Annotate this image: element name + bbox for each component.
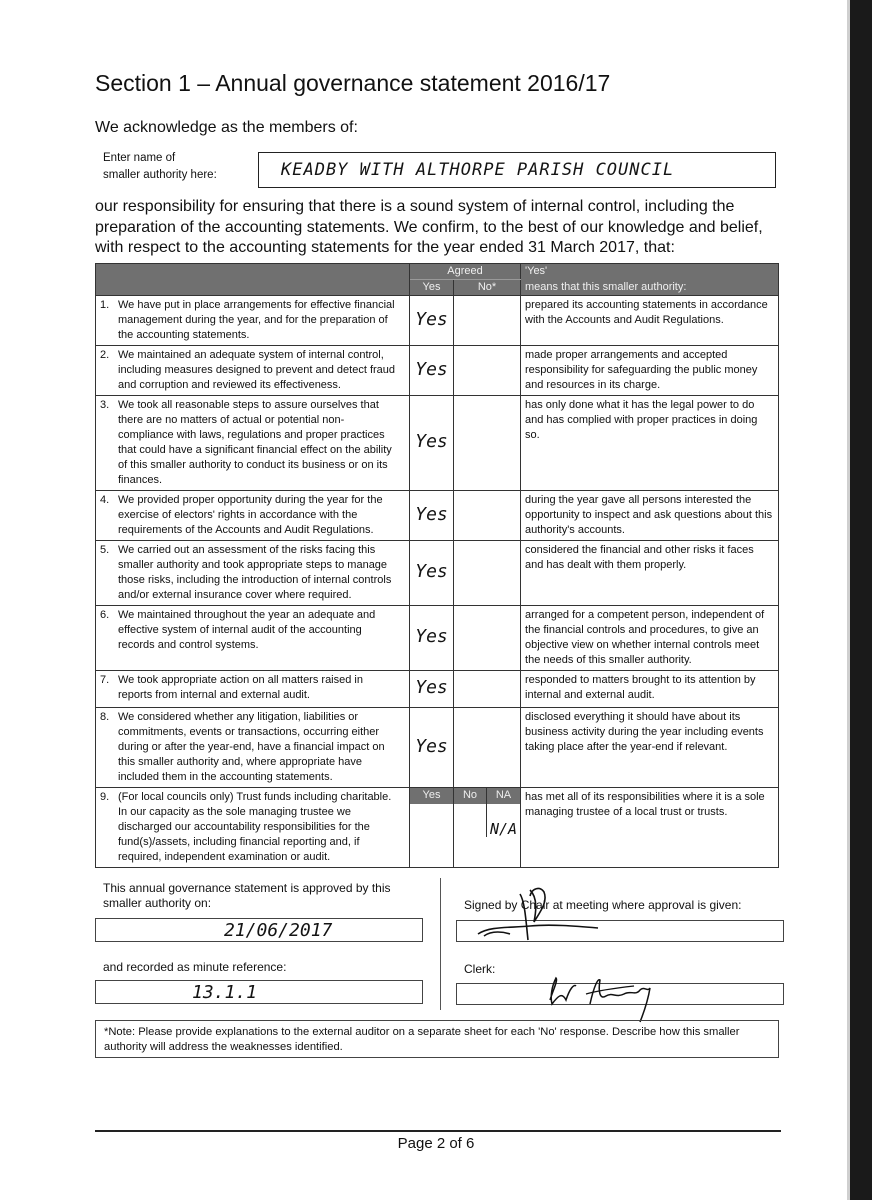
table-row bbox=[96, 396, 779, 491]
row-number: 2. bbox=[100, 349, 110, 361]
no-cell[interactable] bbox=[454, 296, 521, 346]
scan-edge bbox=[850, 0, 872, 1200]
statement-cell bbox=[96, 788, 410, 868]
row-number: 7. bbox=[100, 674, 110, 686]
means-header-line1: 'Yes' bbox=[521, 264, 779, 280]
subheader-blank bbox=[96, 280, 410, 296]
means-cell: has only done what it has the legal power to do and has complied with proper practices in doing so. bbox=[521, 396, 779, 491]
statement-cell bbox=[96, 396, 410, 491]
row-number: 5. bbox=[100, 544, 110, 556]
trust-no-na-wrap bbox=[454, 788, 520, 837]
statement-cell bbox=[96, 606, 410, 671]
answer-value: Yes bbox=[415, 503, 448, 525]
yes-header: Yes bbox=[410, 280, 454, 296]
approval-label: This annual governance statement is approved by this smaller authority on: bbox=[103, 881, 391, 910]
row-number: 1. bbox=[100, 299, 110, 311]
statement-cell bbox=[96, 296, 410, 346]
table-row bbox=[96, 296, 779, 346]
statement-text: We took all reasonable steps to assure ourselves that there are no matters of actual or potential non-compliance with laws, regulations and proper practices that could have a significant financial effect on the ability of this smaller authority to conduct its business or on its finances. bbox=[118, 399, 392, 486]
answer-value: Yes bbox=[415, 358, 448, 380]
table-row bbox=[96, 606, 779, 671]
table-row bbox=[96, 541, 779, 606]
table-row bbox=[96, 346, 779, 396]
trust-answer-value: N/A bbox=[489, 820, 518, 838]
trust-no-col[interactable] bbox=[454, 788, 487, 837]
means-cell: during the year gave all persons interested the opportunity to inspect and ask questions about this authority's accounts. bbox=[521, 491, 779, 541]
page-title: Section 1 – Annual governance statement 2016/17 bbox=[95, 70, 611, 96]
approval-date-field[interactable] bbox=[95, 918, 423, 942]
statement-text: (For local councils only) Trust funds including charitable. In our capacity as the sole managing trustee we discharged our accountability responsibilities for the fund(s)/assets, including financial reporting and, if required, independent examination or audit. bbox=[118, 791, 392, 863]
table-header-row bbox=[96, 264, 779, 280]
trust-no-header: No bbox=[454, 788, 486, 804]
table-row-trust-funds bbox=[96, 788, 779, 868]
minute-reference-value: 13.1.1 bbox=[192, 982, 258, 1003]
authority-name-value: KEADBY WITH ALTHORPE PARISH COUNCIL bbox=[281, 160, 675, 180]
answer-value: Yes bbox=[415, 561, 448, 582]
authority-label-line1: Enter name of bbox=[103, 152, 176, 164]
row-number: 6. bbox=[100, 609, 110, 621]
authority-name-label bbox=[103, 150, 243, 184]
statement-text: We maintained an adequate system of internal control, including measures designed to prevent and detect fraud and corruption and reviewed its effectiveness. bbox=[118, 349, 396, 391]
statement-text: We provided proper opportunity during the year for the exercise of electors' rights in accordance with the requirements of the Accounts and Audit Regulations. bbox=[118, 494, 383, 536]
table-row bbox=[96, 708, 779, 788]
minute-reference-field[interactable] bbox=[95, 980, 423, 1004]
intro-paragraph: our responsibility for ensuring that there is a sound system of internal control, including the preparation of the accounting statements. We confirm, to the best of our knowledge and belief, with respect to the accounting statements for the year ended 31 March 2017, that: bbox=[95, 198, 763, 256]
no-cell[interactable] bbox=[454, 671, 521, 708]
acknowledgement-text: We acknowledge as the members of: bbox=[95, 119, 358, 136]
yes-cell[interactable] bbox=[410, 296, 454, 346]
statement-text: We carried out an assessment of the risks facing this smaller authority and took appropriate steps to manage those risks, including the introduction of internal controls and/or external insurance cover where required. bbox=[118, 544, 392, 601]
means-cell: arranged for a competent person, independent of the financial controls and procedures, to give an objective view on whether internal controls meet the needs of this smaller authority. bbox=[521, 606, 779, 671]
chair-signature bbox=[470, 882, 610, 947]
statement-cell bbox=[96, 541, 410, 606]
governance-table bbox=[95, 263, 779, 868]
yes-cell[interactable] bbox=[410, 606, 454, 671]
no-cell[interactable] bbox=[454, 606, 521, 671]
means-cell: made proper arrangements and accepted responsibility for safeguarding the public money and resources in its charge. bbox=[521, 346, 779, 396]
row-number: 8. bbox=[100, 711, 110, 723]
answer-value: Yes bbox=[415, 677, 448, 698]
trust-na-col[interactable] bbox=[487, 788, 520, 837]
row-number: 4. bbox=[100, 494, 110, 506]
yes-cell[interactable] bbox=[410, 541, 454, 606]
means-cell: disclosed everything it should have about its business activity during the year including events taking place after the year-end if relevant. bbox=[521, 708, 779, 788]
trust-yes-cell[interactable] bbox=[410, 788, 454, 868]
statement-cell bbox=[96, 708, 410, 788]
authority-label-line2: smaller authority here: bbox=[103, 169, 217, 181]
row-number: 3. bbox=[100, 399, 110, 411]
no-cell[interactable] bbox=[454, 396, 521, 491]
agreed-header: Agreed bbox=[410, 264, 521, 280]
means-cell: considered the financial and other risks it faces and has dealt with them properly. bbox=[521, 541, 779, 606]
statement-text: We took appropriate action on all matters raised in reports from internal and external audit. bbox=[118, 674, 363, 701]
trust-no-na-cell bbox=[454, 788, 521, 868]
yes-cell[interactable] bbox=[410, 346, 454, 396]
means-cell: responded to matters brought to its attention by internal and external audit. bbox=[521, 671, 779, 708]
trust-na-header: NA bbox=[487, 788, 520, 804]
statement-cell bbox=[96, 671, 410, 708]
no-cell[interactable] bbox=[454, 346, 521, 396]
table-subheader-row bbox=[96, 280, 779, 296]
yes-cell[interactable] bbox=[410, 396, 454, 491]
clerk-signature-label: Clerk: bbox=[464, 962, 496, 976]
means-cell: prepared its accounting statements in accordance with the Accounts and Audit Regulations. bbox=[521, 296, 779, 346]
statement-text: We have put in place arrangements for effective financial management during the year, and for the preparation of the accounting statements. bbox=[118, 299, 395, 341]
answer-value: Yes bbox=[415, 735, 448, 757]
authority-name-field[interactable] bbox=[258, 152, 776, 188]
yes-cell[interactable] bbox=[410, 708, 454, 788]
chair-signature-label: Signed by Chair at meeting where approval is given: bbox=[464, 898, 742, 912]
footer-rule bbox=[95, 1130, 781, 1132]
answer-value: Yes bbox=[415, 308, 448, 330]
table-row bbox=[96, 491, 779, 541]
yes-cell[interactable] bbox=[410, 491, 454, 541]
answer-value: Yes bbox=[415, 626, 448, 647]
yes-cell[interactable] bbox=[410, 671, 454, 708]
statement-cell bbox=[96, 491, 410, 541]
answer-value: Yes bbox=[415, 431, 448, 452]
statement-cell bbox=[96, 346, 410, 396]
page-number: Page 2 of 6 bbox=[397, 1135, 475, 1152]
statement-text: We maintained throughout the year an adequate and effective system of internal audit of the accounting records and control systems. bbox=[118, 609, 376, 651]
signature-divider bbox=[440, 878, 441, 1010]
clerk-signature bbox=[540, 966, 670, 1026]
no-cell[interactable] bbox=[454, 708, 521, 788]
table-row bbox=[96, 671, 779, 708]
statement-text: We considered whether any litigation, liabilities or commitments, events or transactions, occurring either during or after the year-end, have a financial impact on this smaller authority and, where appropriate have included them in the accounting statements. bbox=[118, 711, 385, 783]
row-number: 9. bbox=[100, 791, 110, 803]
no-cell[interactable] bbox=[454, 541, 521, 606]
note-box: *Note: Please provide explanations to the external auditor on a separate sheet for each 'No' response. Describe how this smaller authority will address the weaknesses identified. bbox=[95, 1020, 779, 1058]
means-header-line2: means that this smaller authority: bbox=[521, 280, 779, 296]
means-cell: has met all of its responsibilities where it is a sole managing trustee of a local trust or trusts. bbox=[521, 788, 779, 868]
minute-reference-label: and recorded as minute reference: bbox=[103, 960, 287, 974]
no-header: No* bbox=[454, 280, 521, 296]
trust-yes-header: Yes bbox=[410, 788, 453, 804]
no-cell[interactable] bbox=[454, 491, 521, 541]
header-blank bbox=[96, 264, 410, 280]
approval-date-value: 21/06/2017 bbox=[224, 920, 333, 941]
